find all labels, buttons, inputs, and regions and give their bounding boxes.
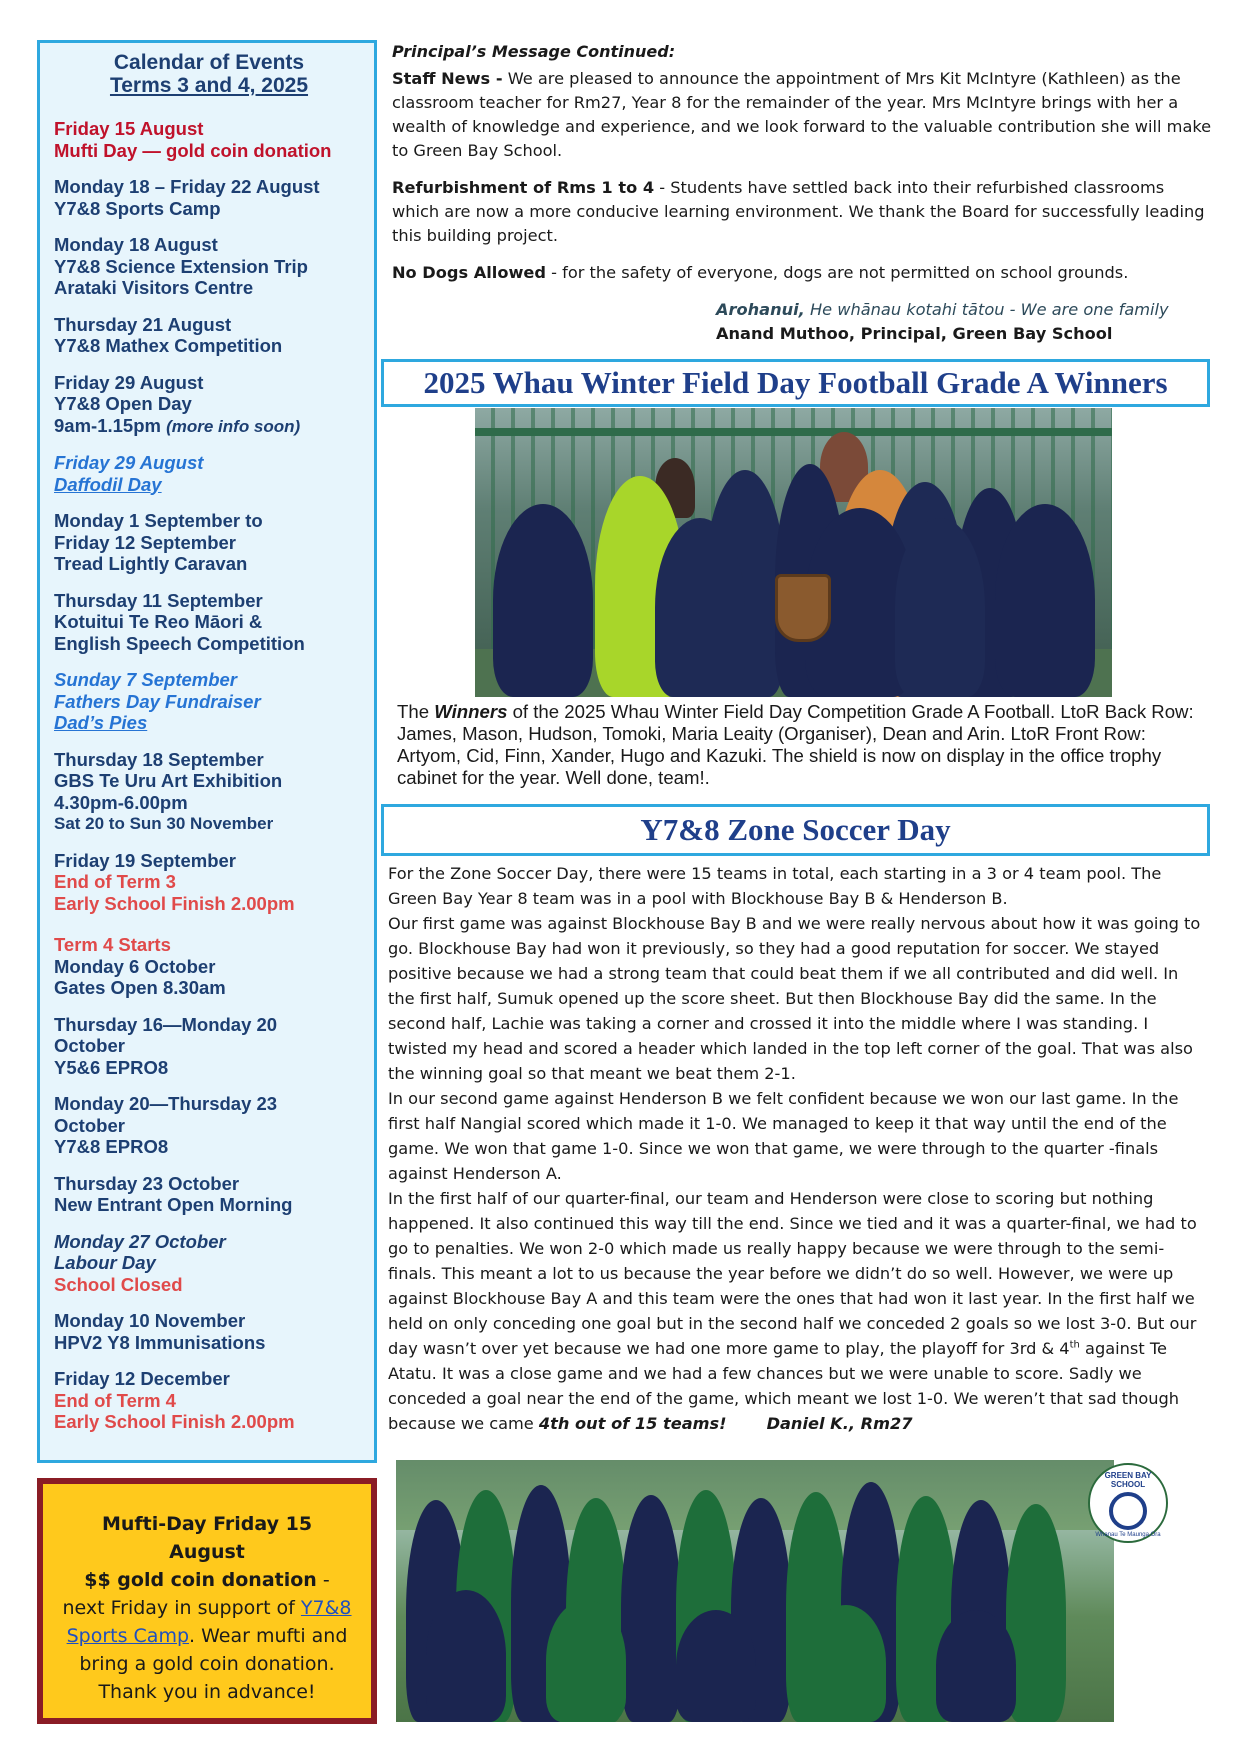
signature-name: Anand Muthoo, Principal, Green Bay School <box>716 324 1113 343</box>
event-date: Sunday 7 September <box>54 669 238 690</box>
signature-motto: Arohanui, He whānau kotahi tātou - We are one family <box>716 300 1169 319</box>
sports-camp-link[interactable]: Y7&8 Sports Camp <box>66 1597 352 1647</box>
football-team-photo <box>475 408 1112 697</box>
event-text: Y7&8 Open Day <box>54 393 192 414</box>
principal-signature <box>716 298 1169 346</box>
article-author: Daniel K., Rm27 <box>766 1414 913 1433</box>
daffodil-day-link[interactable]: Daffodil Day <box>54 473 162 495</box>
trophy-shield <box>775 574 831 642</box>
event-item <box>54 234 364 299</box>
event-text: Gates Open 8.30am <box>54 977 226 998</box>
event-date: October <box>54 1114 125 1136</box>
event-item <box>54 1231 364 1296</box>
event-date: Thursday 21 August <box>54 313 232 335</box>
event-item <box>54 1093 364 1158</box>
mufti-donation: $$ gold coin donation - <box>84 1569 330 1591</box>
principal-heading: Principal’s Message Continued: <box>392 42 676 61</box>
person <box>426 1590 506 1722</box>
event-item <box>54 669 364 734</box>
calendar-subtitle: Terms 3 and 4, 2025 <box>109 74 309 97</box>
event-text: Term 4 Starts <box>54 934 171 955</box>
event-text: Early School Finish 2.00pm <box>54 1411 295 1432</box>
article-paragraph: In our second game against Henderson B we felt confident because we won our last game. In the first half Nangial scored which made it 1-0. We managed to keep it that way until the end of the game. We won that game 1-0. Since we won that game, we were through to the quarter -finals against Henderson A. <box>388 1089 1179 1183</box>
event-item <box>54 314 364 357</box>
dads-pies-link[interactable]: Dad’s Pies <box>54 712 148 733</box>
event-text: Arataki Visitors Centre <box>54 277 254 298</box>
event-time-text: 9am-1.15pm <box>54 414 161 436</box>
logo-top-text: GREEN BAY SCHOOL <box>1104 1471 1152 1489</box>
event-date: Monday 6 October <box>54 955 216 977</box>
event-date: Friday 19 September <box>54 849 236 871</box>
mufti-body: next Friday in support of Y7&8 Sports Camp. Wear mufti and bring a gold coin donation. <box>62 1597 352 1675</box>
event-date: October <box>54 1035 125 1056</box>
event-text: Early School Finish 2.00pm <box>54 892 295 914</box>
person <box>655 518 745 697</box>
event-item <box>54 1368 364 1433</box>
event-text: Kotuitui Te Reo Māori & <box>54 611 263 632</box>
event-item <box>54 590 364 655</box>
event-item <box>54 510 364 575</box>
soccer-article <box>388 861 1210 1436</box>
school-logo <box>1088 1463 1168 1543</box>
event-date: Friday 15 August <box>54 118 204 139</box>
event-text: Sat 20 to Sun 30 November <box>54 814 274 833</box>
event-item <box>54 1310 364 1353</box>
mufti-title: Mufti-Day Friday 15 August <box>101 1513 313 1563</box>
event-item <box>54 934 364 999</box>
no-dogs-notice: No Dogs Allowed - for the safety of everyone, dogs are not permitted on school grounds. <box>392 263 1129 282</box>
event-text: Labour Day <box>54 1252 156 1273</box>
article-paragraph: For the Zone Soccer Day, there were 15 teams in total, each starting in a 3 or 4 team pool. The Green Bay Year 8 team was in a pool with Blockhouse Bay B & Henderson B. <box>388 864 1162 908</box>
event-text: English Speech Competition <box>54 632 305 654</box>
event-text: Y5&6 EPRO8 <box>54 1056 169 1078</box>
event-date: Monday 1 September to <box>54 510 263 531</box>
event-item <box>54 118 364 161</box>
person <box>493 504 593 697</box>
event-text: End of Term 3 <box>54 871 176 892</box>
article-paragraph: In the first half of our quarter-final, our team and Henderson were close to scoring but nothing happened. It also continued this way till the end. Since we tied and it was a quarter-final, we had to go to penalties. We won 2-0 which made us really happy because we were through to the semi-finals. This meant a lot to us because the year before we didn’t do so well. However, we were up against Blockhouse Bay A and this team were the ones that had won it last year. In the first half we held on only conceding one goal but in the second half we conceded 2 goals so we lost 3-0. But our day wasn’t over yet because we had one more game to play, the playoff for 3rd & 4th against Te Atatu. It was a close game and we had a few chances but we were unable to score. Sadly we conceded a goal near the end of the game, which meant we lost 1-0. We weren’t that sad though because we came 4th out of 15 teams! Daniel K., Rm27 <box>388 1189 1197 1433</box>
event-text: Y7&8 Mathex Competition <box>54 335 283 356</box>
event-text: End of Term 4 <box>54 1389 176 1411</box>
event-text: Y7&8 Science Extension Trip <box>54 255 308 277</box>
calendar-panel <box>37 40 377 1463</box>
event-date: Thursday 23 October <box>54 1172 240 1194</box>
staff-news: Staff News - We are pleased to announce the appointment of Mrs Kit McIntyre (Kathleen) as the classroom teacher for Rm27, Year 8 for the remainder of the year. Mrs McIntyre brings with her a wealth of knowledge and experience, and we look forward to the valuable contribution she will make to Green Bay School. <box>392 69 1212 160</box>
event-date: Thursday 18 September <box>54 748 264 770</box>
event-text: Y7&8 EPRO8 <box>54 1136 169 1157</box>
logo-bottom-text: Whanau Te Maunga Ora <box>1095 1532 1161 1538</box>
person <box>895 518 985 697</box>
mufti-day-notice <box>37 1478 377 1724</box>
event-time <box>54 415 364 438</box>
event-text: Mufti Day — gold coin donation <box>54 139 332 161</box>
event-item <box>54 749 364 835</box>
event-date: Thursday 16—Monday 20 <box>54 1013 278 1035</box>
event-text: GBS Te Uru Art Exhibition <box>54 770 283 791</box>
event-date: Friday 12 September <box>54 531 236 553</box>
person <box>676 1610 756 1722</box>
mufti-thanks: Thank you in advance! <box>98 1681 316 1703</box>
soccer-banner: Y7&8 Zone Soccer Day <box>381 804 1210 856</box>
event-text: HPV2 Y8 Immunisations <box>54 1331 266 1353</box>
football-caption: The Winners of the 2025 Whau Winter Field Day Competition Grade A Football. LtoR Back Row: James, Mason, Hudson, Tomoki, Maria Leaity (Organiser), Dean and Arin. LtoR Front Row: Artyom, Cid, Finn, Xander, Hugo and Kazuki. The shield is now on display in the office trophy cabinet for the year. Well done, team!. <box>397 701 1194 788</box>
event-date: Thursday 11 September <box>54 589 263 611</box>
event-item <box>54 176 364 219</box>
event-item <box>54 1173 364 1216</box>
soccer-team-photo <box>396 1460 1161 1722</box>
event-time: 4.30pm-6.00pm <box>54 791 188 813</box>
event-text: New Entrant Open Morning <box>54 1194 293 1215</box>
event-date: Monday 18 August <box>54 234 218 255</box>
person <box>995 504 1095 697</box>
event-date: Monday 20—Thursday 23 <box>54 1093 278 1114</box>
person <box>936 1610 1016 1722</box>
person <box>621 1495 681 1722</box>
event-date: Friday 29 August <box>54 371 204 393</box>
event-note: (more info soon) <box>166 416 301 436</box>
event-item <box>54 452 364 495</box>
event-date: Friday 12 December <box>54 1368 230 1389</box>
logo-emblem <box>1109 1492 1147 1530</box>
event-date: Monday 10 November <box>54 1310 246 1331</box>
event-item <box>54 372 364 438</box>
refurbishment-news: Refurbishment of Rms 1 to 4 - Students have settled back into their refurbished classrooms which are now a more conducive learning environment. We thank the Board for successfully leading this building project. <box>392 178 1205 245</box>
event-text: School Closed <box>54 1273 183 1295</box>
event-date: Monday 27 October <box>54 1230 226 1252</box>
event-item <box>54 1014 364 1079</box>
event-date: Monday 18 – Friday 22 August <box>54 176 320 197</box>
event-text: Tread Lightly Caravan <box>54 553 248 574</box>
football-banner: 2025 Whau Winter Field Day Football Grade A Winners <box>381 359 1210 407</box>
event-list <box>54 118 364 1433</box>
article-paragraph: Our first game was against Blockhouse Bay B and we were really nervous about how it was going to go. Blockhouse Bay had won it previously, so they had a good reputation for soccer. We stayed positive because we had a strong team that could beat them if we all contributed and did well. In the first half, Sumuk opened up the score sheet. But then Blockhouse Bay did the same. In the second half, Lachie was taking a corner and crossed it into the middle where I was standing. I twisted my head and scored a header which landed in the top left corner of the goal. That was also the winning goal so that meant we beat them 2-1. <box>388 914 1201 1083</box>
calendar-title: Calendar of Events <box>113 51 305 74</box>
event-date: Friday 29 August <box>54 452 204 473</box>
person <box>546 1600 626 1722</box>
event-text: Y7&8 Sports Camp <box>54 197 221 219</box>
event-text: Fathers Day Fundraiser <box>54 690 261 712</box>
principal-message <box>392 40 1214 298</box>
person <box>806 1605 886 1722</box>
event-item <box>54 850 364 915</box>
